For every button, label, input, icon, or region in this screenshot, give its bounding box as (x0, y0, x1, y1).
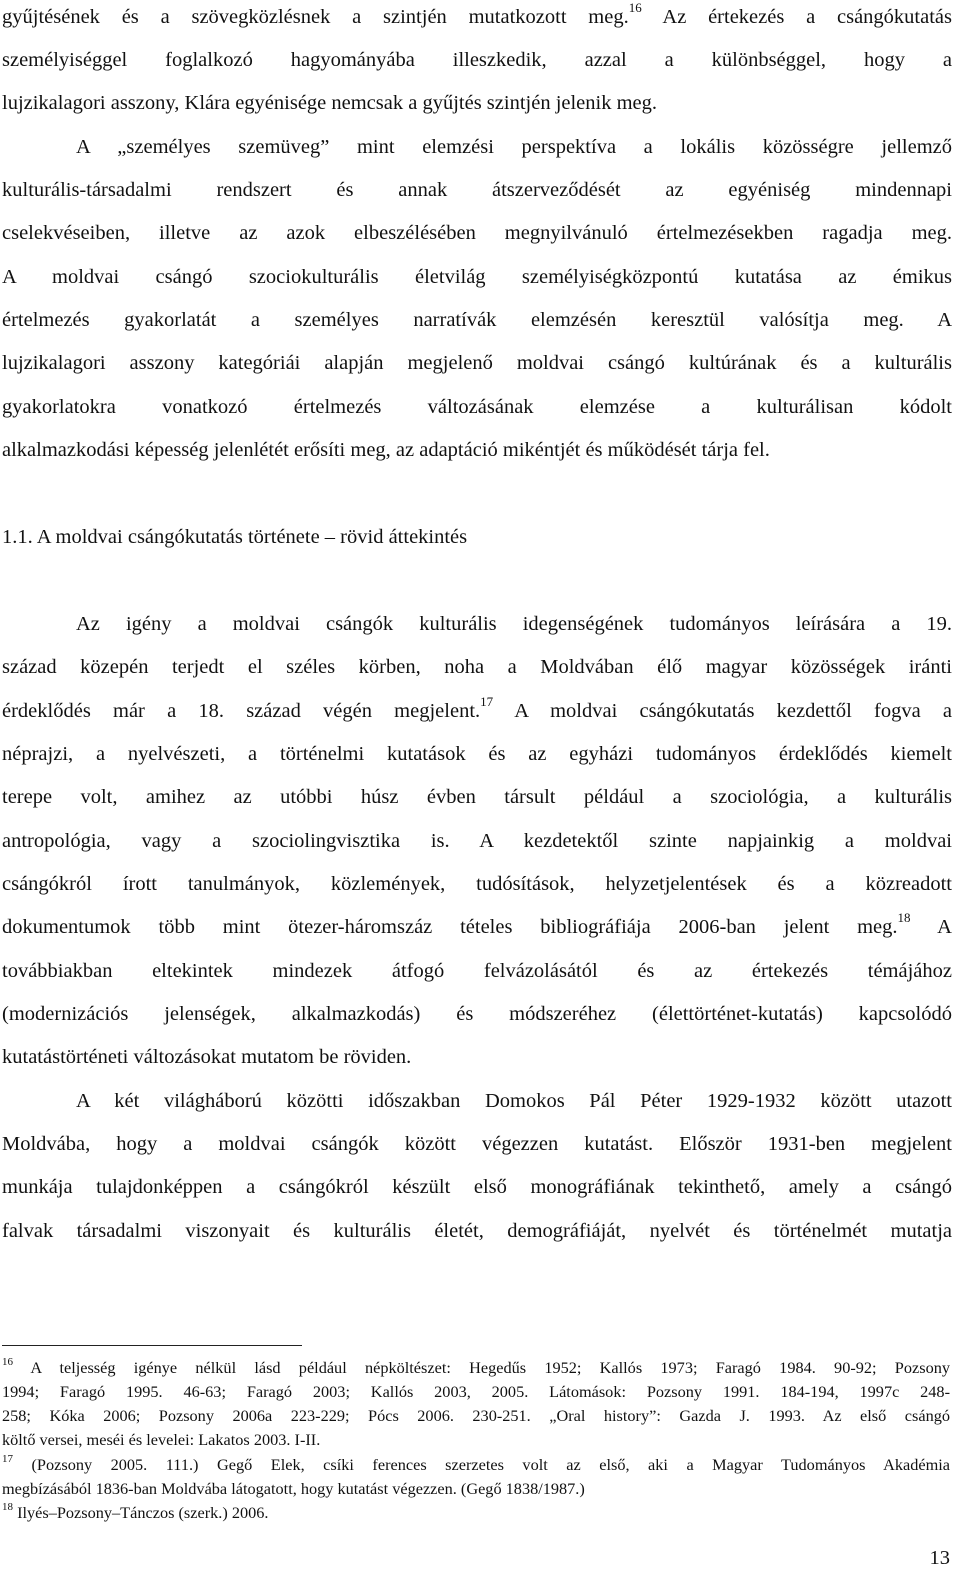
body-line: dokumentumok több mint ötezer-háromszáz tételes bibliográfiája 2006-ban jelent meg.$^{18}$ A (2, 910, 952, 938)
body-line: falvak társadalmi viszonyait és kulturális életét, demográfiáját, nyelvét és történelmét mutatja (2, 1220, 952, 1242)
footnote-separator (2, 1345, 302, 1346)
body-line: cselekvéseiben, illetve az azok elbeszélésében megnyilvánuló értelmezésekben ragadja meg. (2, 222, 952, 244)
body-line: A „személyes szemüveg” mint elemzési perspektíva a lokális közösségre jellemző (76, 136, 952, 158)
footnote-ref-16[interactable]: 16 (628, 0, 642, 16)
footnote-number-17: 17 (2, 1452, 13, 1465)
body-line: munkája tulajdonképpen a csángókról készült első monográfiának tekinthető, amely a csángó (2, 1176, 952, 1198)
footnote-line: $^{16}$ A teljesség igénye nélkül lásd például népköltészet: Hegedűs 1952; Kallós 1973; Faragó 1984. 90-92; Pozsony (2, 1355, 950, 1377)
footnote-line: 1994; Faragó 1995. 46-63; Faragó 2003; Kallós 2003, 2005. Látomások: Pozsony 1991. 184-194, 1997c 248- (2, 1382, 950, 1401)
body-line: csángókról írott tanulmányok, közlemények, tudósítások, helyzetjelentések és a közreadott (2, 873, 952, 895)
body-line: század közepén terjedt el széles körben, noha a Moldvában élő magyar közösségek iránti (2, 656, 952, 678)
footnote-line: megbízásából 1836-ban Moldvába látogatott, hogy kutatást végezzen. (Gegő 1838/1987.) (2, 1479, 585, 1498)
body-line: továbbiakban eltekintek mindezek átfogó felvázolásától és az értekezés témájához (2, 960, 952, 982)
footnote-number-16: 16 (2, 1355, 13, 1368)
page-number: 13 (929, 1547, 950, 1569)
body-line: személyiséggel foglalkozó hagyományába illeszkedik, azzal a különbséggel, hogy a (2, 49, 952, 71)
body-line: Moldvába, hogy a moldvai csángók között végezzen kutatást. Először 1931-ben megjelent (2, 1133, 952, 1155)
body-line: kutatástörténeti változásokat mutatom be röviden. (2, 1046, 412, 1068)
footnote-ref-18[interactable]: 18 (897, 910, 911, 926)
footnote-line: $^{17}$ (Pozsony 2005. 111.) Gegő Elek, csíki ferences szerzetes volt az első, aki a Magyar Tudományos Akadémia (2, 1452, 950, 1474)
body-line: alkalmazkodási képesség jelenlétét erősíti meg, az adaptáció mikéntjét és működését tárja fel. (2, 439, 770, 461)
body-line: érdeklődés már a 18. század végén megjelent.$^{17}$ A moldvai csángókutatás kezdettől fogva a (2, 694, 952, 722)
body-line: kulturális-társadalmi rendszert és annak átszerveződését az egyéniség mindennapi (2, 179, 952, 201)
body-line: néprajzi, a nyelvészeti, a történelmi kutatások és az egyházi tudományos érdeklődés kiemelt (2, 743, 952, 765)
body-line: A két világháború közötti időszakban Domokos Pál Péter 1929-1932 között utazott (76, 1090, 952, 1112)
body-line: gyűjtésének és a szövegközlésnek a szintjén mutatkozott meg.$^{16}$ Az értekezés a csángókutatás (2, 0, 953, 28)
body-line: (modernizációs jelenségek, alkalmazkodás) és módszeréhez (élettörténet-kutatás) kapcsolódó (2, 1003, 952, 1025)
body-line: lujzikalagori asszony, Klára egyénisége nemcsak a gyűjtés szintjén jelenik meg. (2, 92, 658, 114)
body-line: antropológia, vagy a szociolingvisztika is. A kezdetektől szinte napjainkig a moldvai (2, 830, 952, 852)
footnote-number-18: 18 (2, 1500, 13, 1513)
body-line: gyakorlatokra vonatkozó értelmezés változásának elemzése a kulturálisan kódolt (2, 396, 952, 418)
footnote-line: $^{18}$ Ilyés–Pozsony–Tánczos (szerk.) 2006. (2, 1500, 269, 1522)
body-line: Az igény a moldvai csángók kulturális idegenségének tudományos leírására a 19. (76, 613, 952, 635)
body-line: értelmezés gyakorlatát a személyes narratívák elemzésén keresztül valósítja meg. A (2, 309, 952, 331)
body-line: lujzikalagori asszony kategóriái alapján megjelenő moldvai csángó kultúrának és a kulturális (2, 352, 952, 374)
body-line: A moldvai csángó szociokulturális életvilág személyiségközpontú kutatása az émikus (2, 266, 952, 288)
footnote-line: költő versei, meséi és levelei: Lakatos 2003. I-II. (2, 1430, 321, 1449)
footnote-line: 258; Kóka 2006; Pozsony 2006a 223-229; Pócs 2006. 230-251. „Oral history”: Gazda J. 1993. Az első csángó (2, 1406, 950, 1425)
body-line: terepe volt, amihez az utóbbi húsz évben társult például a szociológia, a kulturális (2, 786, 952, 808)
section-heading: 1.1. A moldvai csángókutatás története – rövid áttekintés (2, 526, 468, 548)
footnote-ref-17[interactable]: 17 (480, 694, 494, 710)
